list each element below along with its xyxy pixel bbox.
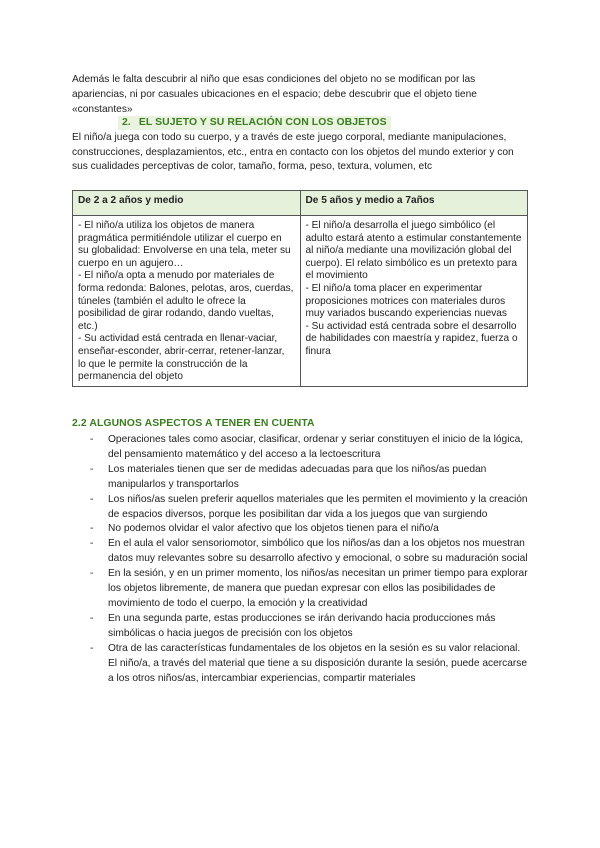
table-row [73,216,528,387]
list-item-text: En la sesión, y en un primer momento, los niños/as necesitan un primer tiempo para explorar los objetos libremente, de manera que puedan expresar con ellos las posibilidades de movimiento de todo el cuerpo, la emoción y la creatividad [108,568,528,609]
intro-paragraph: Además le falta descubrir al niño que esas condiciones del objeto no se modifican por las apariencias, ni por casuales ubicaciones en el espacio; debe descubrir que el objeto tiene «constantes» [72,74,477,116]
table-cell-age-5 [300,216,528,387]
cell-paragraph: - El niño/a desarrolla el juego simbólico (el adulto estará atento a estimular constantemente al niño/a mediante una movilización global del cuerpo). El relato simbólico es un pretexto para el movimiento [305,220,522,282]
bullet-dash: - [90,568,94,580]
bullet-dash: - [90,434,94,445]
cell-paragraph: - Su actividad está centrada sobre el desarrollo de habilidades con maestría y rapidez, fuerza o finura [305,320,518,357]
age-comparison-table [72,190,528,387]
list-item [72,493,532,523]
cell-paragraph: - El niño/a toma placer en experimentar proposiciones motrices con materiales duros muy variados buscando experiencias nuevas [305,282,507,320]
table-header-age-2: De 2 a 2 años y medio [73,191,301,216]
list-item-text: En el aula el valor sensoriomotor, simbólico que los niños/as dan a los objetos nos muestran datos muy relevantes sobre su desarrollo afectivo y emocional, o sobre su maduración social [108,538,528,565]
list-item [72,522,532,537]
aspects-list [72,433,532,686]
section-2-heading [118,116,391,130]
cell-paragraph: - Su actividad está centrada en llenar-vaciar, enseñar-esconder, abrir-cerrar, retener-lanzar, lo que le permite la construcción de la permanencia del objeto [78,333,285,383]
bullet-dash: - [90,523,94,535]
list-item [72,612,532,642]
list-item-text: Los materiales tienen que ser de medidas adecuadas para que los niños/as puedan manipularlos y transportarlos [108,463,487,490]
bullet-dash: - [90,463,94,475]
list-item [72,463,532,493]
list-item [72,642,532,687]
cell-paragraph: - El niño/a utiliza los objetos de manera pragmática permitiéndole utilizar el cuerpo en su globalidad: Envolverse en una tela, meter su cuerpo en un agujero… [78,220,291,269]
list-item-text: No podemos olvidar el valor afectivo que los objetos tienen para el niño/a [108,523,439,535]
bullet-dash: - [90,642,94,654]
table-header-row [73,191,528,216]
cell-paragraph: - El niño/a opta a menudo por materiales de forma redonda: Balones, pelotas, aros, cuerdas, túneles (también el adulto le ofrece la posibilidad de girar rodando, dando vueltas, etc.) [78,270,294,332]
list-item-text: Operaciones tales como asociar, clasificar, ordenar y seriar constituyen el inicio de la lógica, del pensamiento matemático y del acceso a la lectoescritura [108,434,524,460]
table-header-age-5: De 5 años y medio a 7años [300,191,528,216]
table-cell-age-2 [73,216,301,387]
bullet-dash: - [90,612,94,624]
bullet-dash: - [90,538,94,550]
list-item [72,433,532,463]
list-item-text: Los niños/as suelen preferir aquellos materiales que les permiten el movimiento y la creación de espacios diversos, porque les posibilitan dar vida a los juegos que van surgiendo [108,493,528,520]
section-2-title: EL SUJETO Y SU RELACIÓN CON LOS OBJETOS [138,117,387,128]
list-item [72,537,532,567]
list-item [72,567,532,612]
section-2-2-heading: 2.2 ALGUNOS ASPECTOS A TENER EN CUENTA [72,418,315,429]
bullet-dash: - [90,493,94,505]
section-2-paragraph: El niño/a juega con todo su cuerpo, y a través de este juego corporal, mediante manipulaciones, construcciones, desplazamientos, etc., entra en contacto con los objetos del mundo exterior y con sus cualidades perceptivas de color, tamaño, forma, peso, textura, volumen, etc [72,132,514,173]
section-2-number: 2. [122,117,131,128]
list-item-text: Otra de las características fundamentales de los objetos en la sesión es su valor relacional. El niño/a, a través del material que tiene a su disposición durante la sesión, puede acercarse a los otros niños/as, intercambiar experiencias, compartir materiales [108,642,528,684]
list-item-text: En una segunda parte, estas producciones se irán derivando hacia producciones más simbólicas o hacia juegos de precisión con los objetos [108,612,496,639]
